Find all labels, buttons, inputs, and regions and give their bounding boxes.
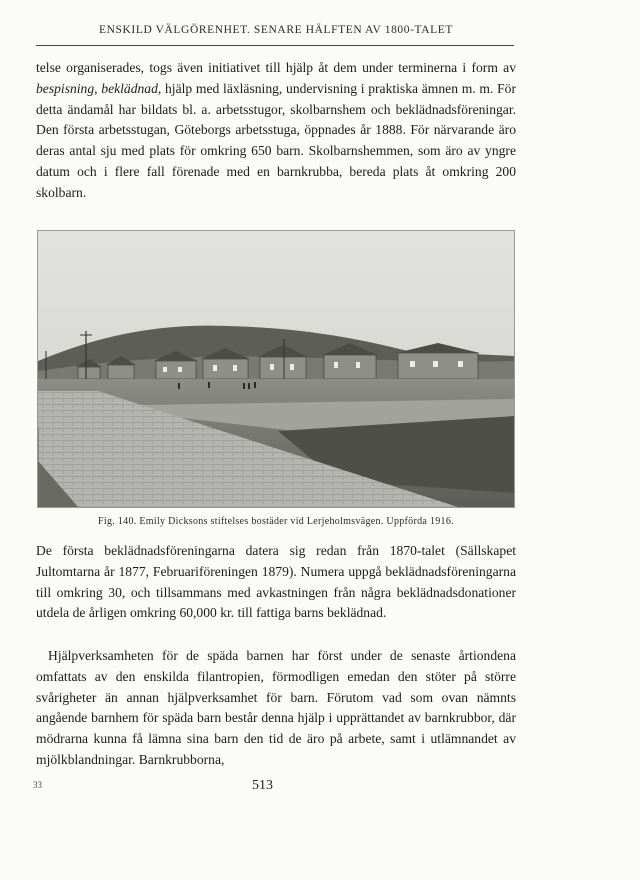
paragraph-1-part-1: telse organiserades, togs även initiativet till hjälp åt dem under terminerna i form av [36,60,516,75]
signature-mark: 33 [33,780,42,790]
photo-illustration [38,231,514,507]
figure-caption: Fig. 140. Emily Dicksons stiftelses bostäder vid Lerjeholmsvägen. Uppförda 1916. [98,516,454,527]
paragraph-3: Hjälpverksamheten för de späda barnen har först under de senaste årtiondena omfattats av den enskilda filantropien, förmodligen emedan den stöter på större svårigheter än annan hjälpverksamhet för barn. Förutom vad som ovan nämnts angående barnhem för späda barn består denna hjälp i upprättandet av barnkrubbor, där mödrarna kunna få lämna sina barn den tid de äro på arbete, samt i utlämnandet av mjölkblandningar. Barnkrubborna, [36,648,516,767]
paragraph-1 [36,58,516,204]
figure-photo [37,230,515,508]
page-number: 513 [252,778,273,793]
paragraph-2: De första beklädnadsföreningarna datera sig redan från 1870-talet (Sällskapet Jultomtarna år 1877, Februariföreningen 1879). Numera uppgå beklädnadsföreningarna till omkring 30, och tillsammans med avkastningen från några beklädnadsdonationer utdela de årligen omkring 60,000 kr. till fattiga barns beklädnad. [36,543,516,621]
running-header: ENSKILD VÄLGÖRENHET. SENARE HÄLFTEN AV 1800-TALET [98,24,454,36]
header-rule [36,45,514,46]
paragraph-1-part-3: hjälp med läxläsning, undervisning i praktiska ämnen m. m. För detta ändamål har bildats bl. a. arbetsstugor, skolbarnshem och beklädnadsföreningar. Den första arbetsstugan, Göteborgs arbetsstuga, öppnades år 1888. För närvarande äro deras antal sju med plats för omkring 650 barn. Skolbarnshemmen, som äro av yngre datum och i flere fall förenade med en barnkrubba, bereda plats åt omkring 200 skolbarn. [36,80,516,200]
paragraph-1-italic: bespisning, beklädnad, [36,80,162,96]
